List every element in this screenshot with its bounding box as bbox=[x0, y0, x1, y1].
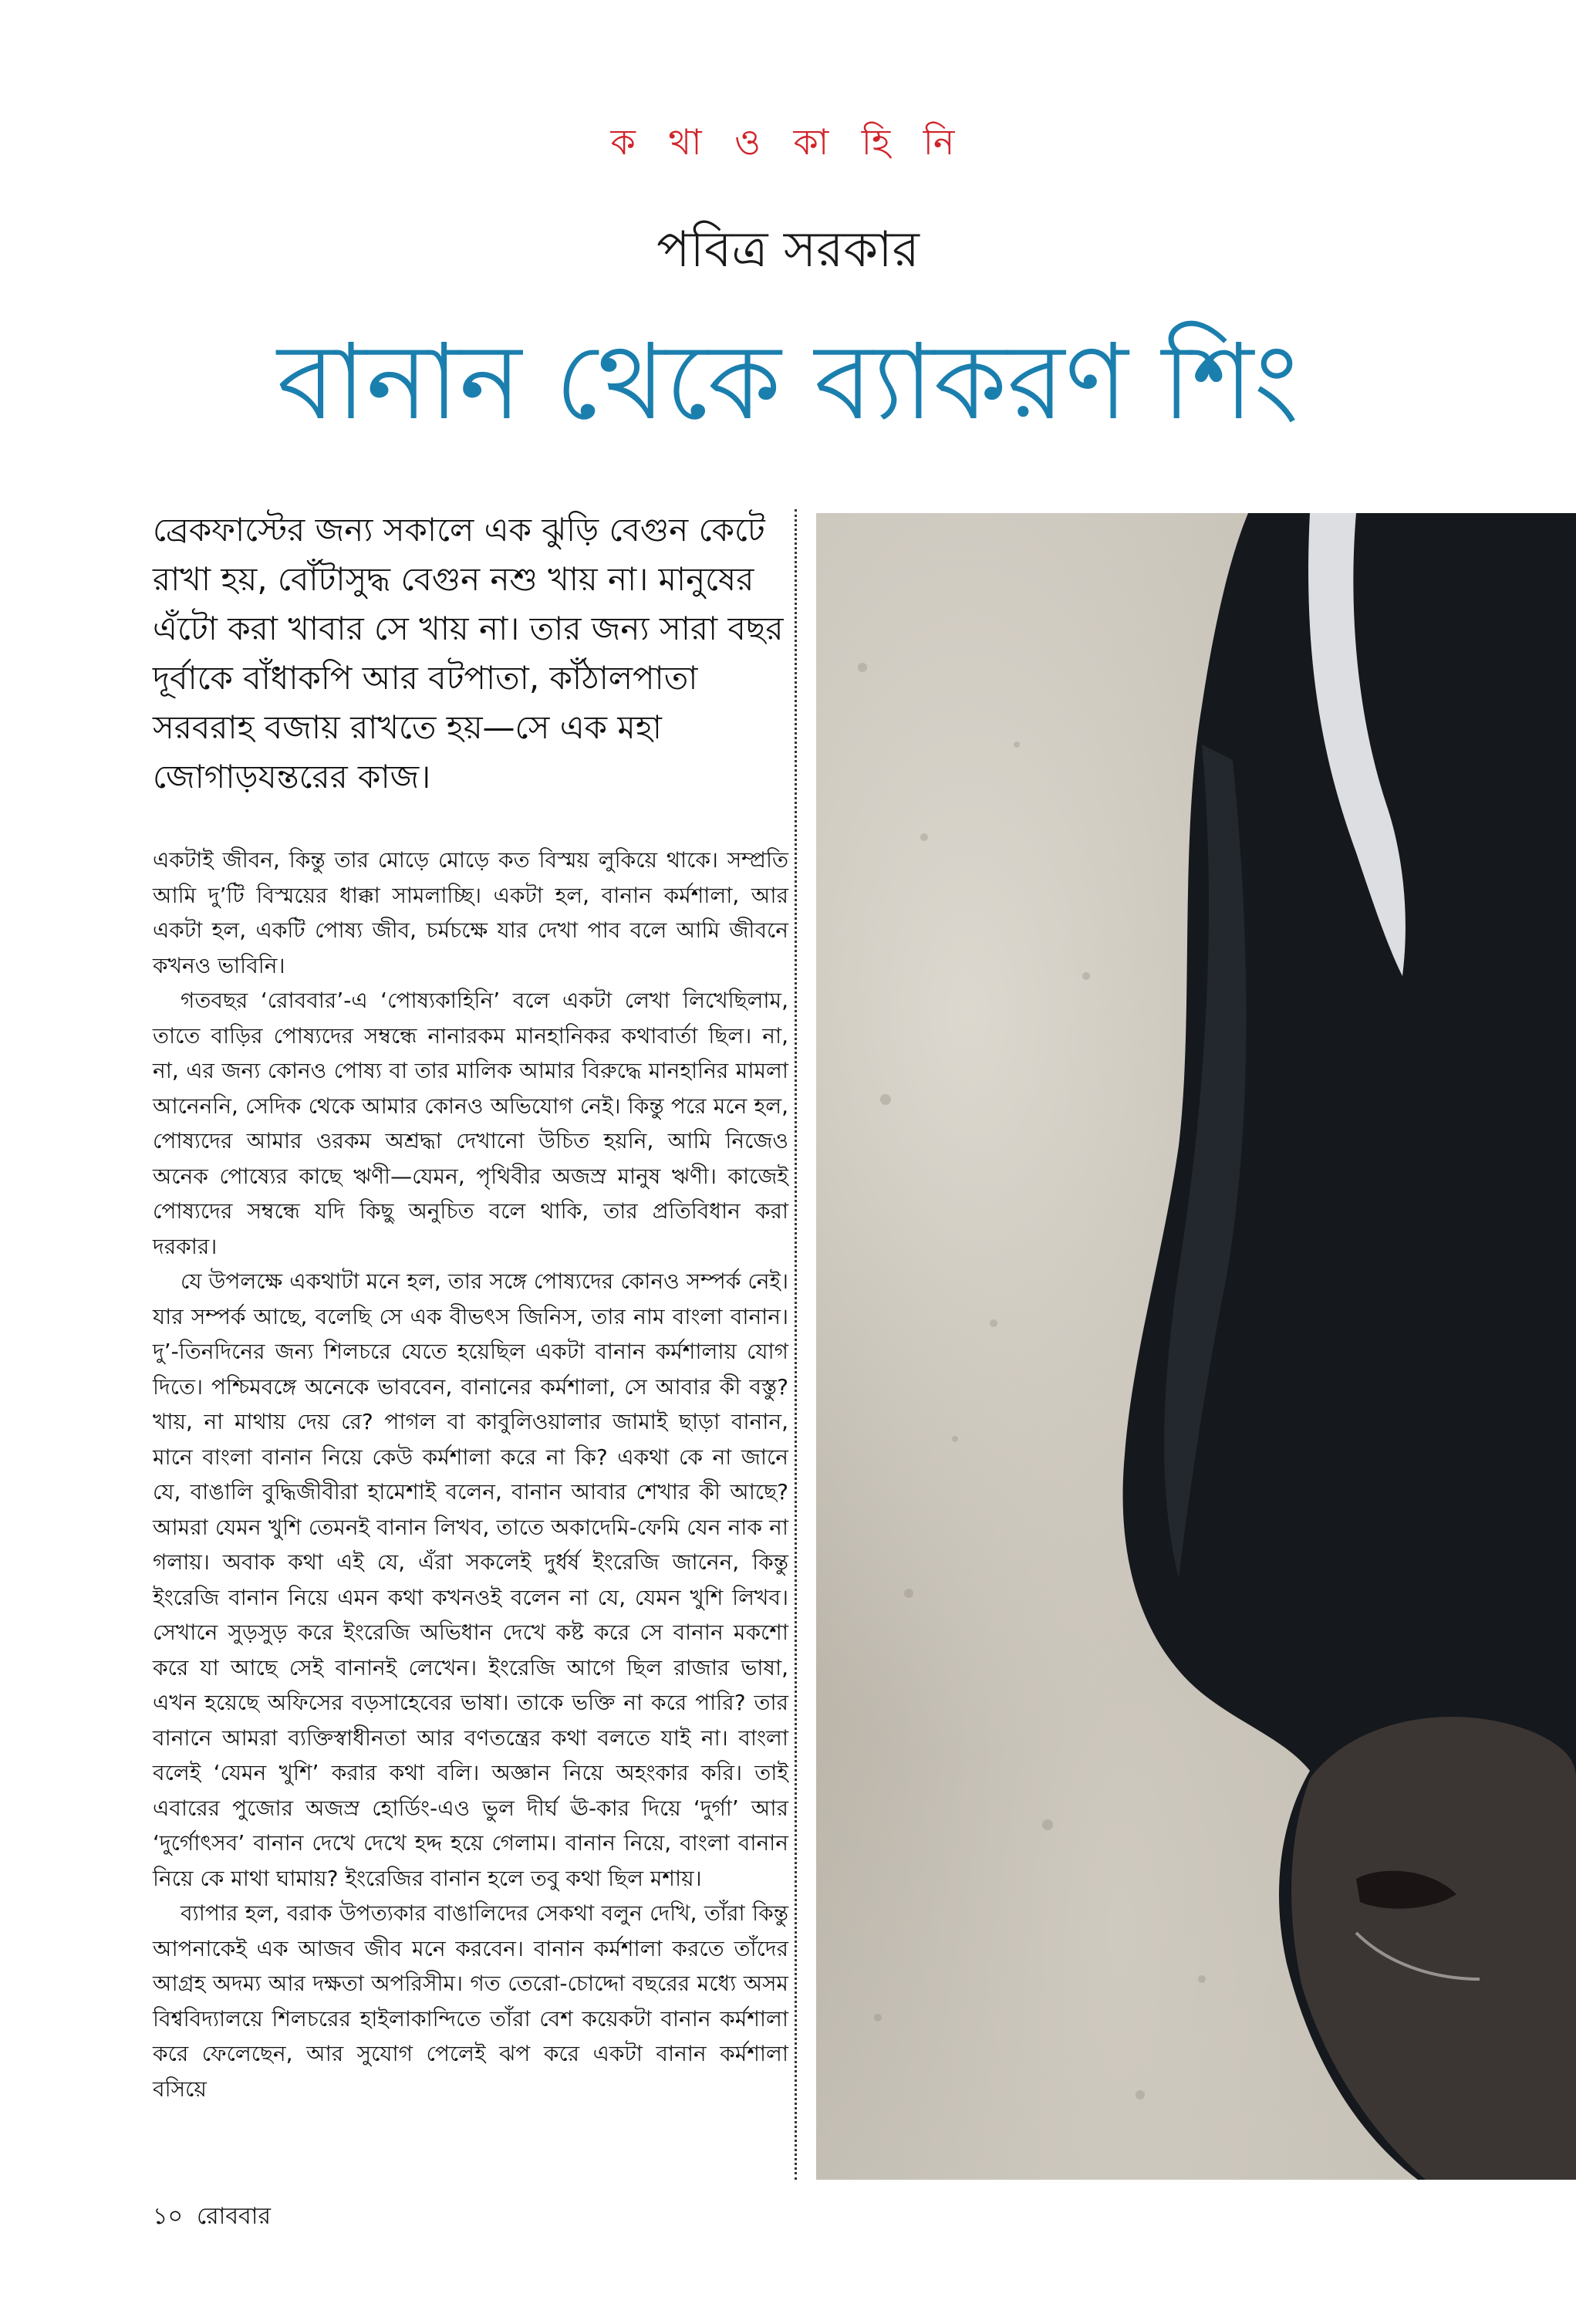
article-body bbox=[153, 843, 788, 2106]
magazine-name: রোববার bbox=[196, 2203, 271, 2230]
body-paragraph: যে উপলক্ষে একথাটা মনে হল, তার সঙ্গে পোষ্যদের কোনও সম্পর্ক নেই। যার সম্পর্ক আছে, বলেছি সে এক বীভৎস জিনিস, তার নাম বাংলা বানান। দু’-তিনদিনের জন্য শিলচরে যেতে হয়েছিল একটা বানান কর্মশালায় যোগ দিতে। পশ্চিমবঙ্গে অনেকে ভাববেন, বানানের কর্মশালা, সে আবার কী বস্তু? খায়, না মাথায় দেয় রে? পাগল বা কাবুলিওয়ালার জামাই ছাড়া বানান, মানে বাংলা বানান নিয়ে কেউ কর্মশালা করে না কি? একথা কে না জানে যে, বাঙালি বুদ্ধিজীবীরা হামেশাই বলেন, বানান আবার শেখার কী আছে? আমরা যেমন খুশি তেমনই বানান লিখব, তাতে অকাদেমি-ফেমি যেন নাক না গলায়। অবাক কথা এই যে, এঁরা সকলেই দুর্ধর্ষ ইংরেজি জানেন, কিন্তু ইংরেজি বানান নিয়ে এমন কথা কখনওই বলেন না যে, যেমন খুশি লিখব। সেখানে সুড়সুড় করে ইংরেজি অভিধান দেখে কষ্ট করে সে বানান মকশো করে যা আছে সেই বানানই লেখেন। ইংরেজি আগে ছিল রাজার ভাষা, এখন হয়েছে অফিসের বড়সাহেবের ভাষা। তাকে ভক্তি না করে পারি? তার বানানে আমরা ব্যক্তিস্বাধীনতা আর বণতন্ত্রের কথা বলতে যাই না। বাংলা বলেই ‘যেমন খুশি’ করার কথা বলি। অজ্ঞান নিয়ে অহংকার করি। তাই এবারের পুজোর অজস্র হোর্ডিং-এও ভুল দীর্ঘ ঊ-কার দিয়ে ‘দুর্গা’ আর ‘দুর্গোৎসব’ বানান দেখে দেখে হদ্দ হয়ে গেলাম। বানান নিয়ে, বাংলা বানান নিয়ে কে মাথা ঘামায়? ইংরেজির বানান হলে তবু কথা ছিল মশায়। bbox=[153, 1268, 788, 1891]
author-name: পবিত্র সরকার bbox=[656, 221, 920, 279]
goat-photo bbox=[816, 513, 1576, 2180]
body-paragraph: গতবছর ‘রোববার’-এ ‘পোষ্যকাহিনি’ বলে একটা লেখা লিখেছিলাম, তাতে বাড়ির পোষ্যদের সম্বন্ধে নানারকম মানহানিকর কথাবার্তা ছিল। না, না, এর জন্য কোনও পোষ্য বা তার মালিক আমার বিরুদ্ধে মানহানির মামলা আনেননি, সেদিক থেকে আমার কোনও অভিযোগ নেই। কিন্তু পরে মনে হল, পোষ্যদের আমার ওরকম অশ্রদ্ধা দেখানো উচিত হয়নি, আমি নিজেও অনেক পোষ্যের কাছে ঋণী—যেমন, পৃথিবীর অজস্র মানুষ ঋণী। কাজেই পোষ্যদের সম্বন্ধে যদি কিছু অনুচিত বলে থাকি, তার প্রতিবিধান করা দরকার। bbox=[153, 988, 788, 1259]
standfirst bbox=[153, 505, 785, 802]
page-number: ১০ bbox=[153, 2203, 183, 2230]
body-paragraph: ব্যাপার হল, বরাক উপত্যকার বাঙালিদের সেকথা বলুন দেখি, তাঁরা কিন্তু আপনাকেই এক আজব জীব মনে করবেন। বানান কর্মশালা করতে তাঁদের আগ্রহ অদম্য আর দক্ষতা অপরিসীম। গত তেরো-চোদ্দো বছরের মধ্যে অসম বিশ্ববিদ্যালয়ে শিলচরের হাইলাকান্দিতে তাঁরা বেশ কয়েকটা বানান কর্মশালা করে ফেলেছেন, আর সুযোগ পেলেই ঝপ করে একটা বানান কর্মশালা বসিয়ে bbox=[153, 1900, 788, 2102]
section-label: ক থা ও কা হি নি bbox=[610, 121, 966, 163]
goat-illustration bbox=[816, 513, 1576, 2180]
article-title: বানান থেকে ব্যাকরণ শিং bbox=[277, 322, 1299, 444]
folio bbox=[153, 2197, 285, 2237]
body-paragraph: একটাই জীবন, কিন্তু তার মোড়ে মোড়ে কত বিস্ময় লুকিয়ে থাকে। সম্প্রতি আমি দু’টি বিস্ময়ের ধাক্কা সামলাচ্ছি। একটা হল, বানান কর্মশালা, আর একটা হল, একটি পোষ্য জীব, চর্মচক্ষে যার দেখা পাব বলে আমি জীবনে কখনও ভাবিনি। bbox=[153, 847, 788, 978]
column-divider bbox=[795, 509, 797, 2180]
goat-muzzle bbox=[1291, 1717, 1576, 2180]
standfirst-text: ব্রেকফাস্টের জন্য সকালে এক ঝুড়ি বেগুন কেটে রাখা হয়, বোঁটাসুদ্ধ বেগুন নশু খায় না। মানুষের এঁটো করা খাবার সে খায় না। তার জন্য সারা বছর দূর্বাকে বাঁধাকপি আর বটপাতা, কাঁঠালপাতা সরবরাহ বজায় রাখতে হয়—সে এক মহা জোগাড়যন্তরের কাজ। bbox=[153, 511, 784, 795]
